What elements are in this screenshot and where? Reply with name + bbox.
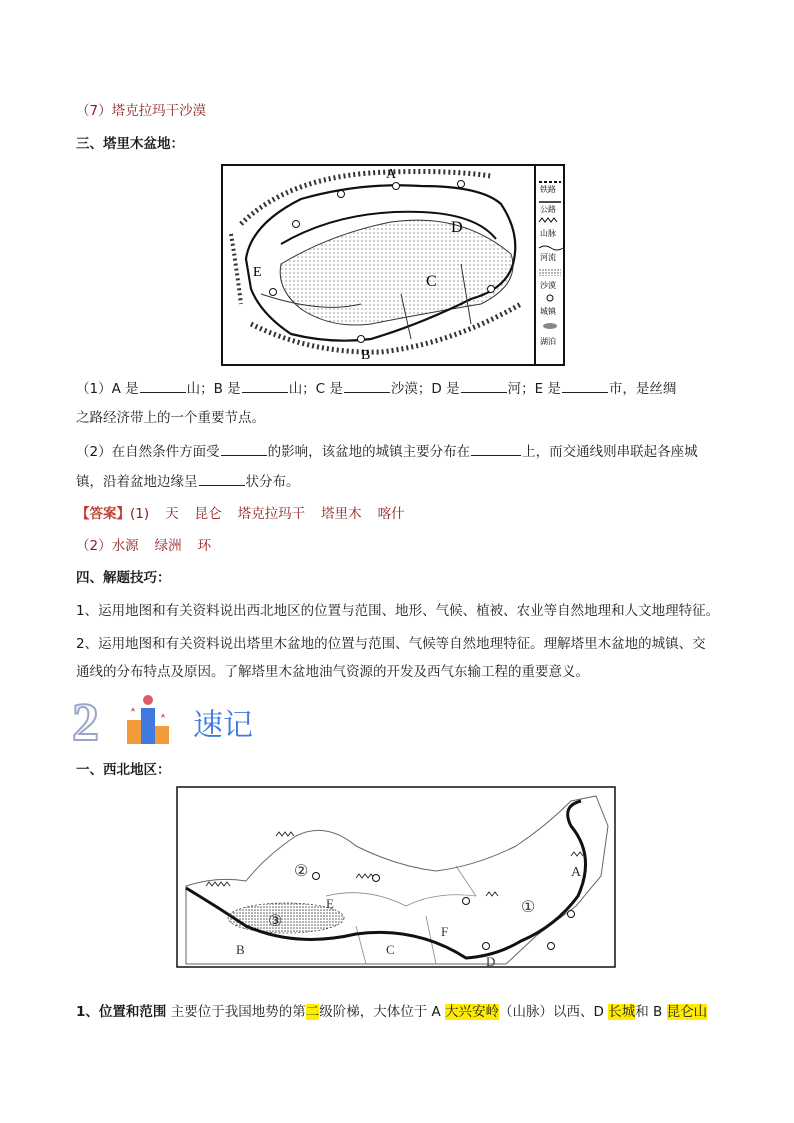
- highlight-great-wall: 长城: [608, 1004, 636, 1020]
- legend-mountain: 山脉: [540, 229, 556, 238]
- legend-desert: 沙漠: [540, 281, 556, 290]
- map2-label-b: B: [236, 942, 245, 957]
- map2-label-a: A: [571, 865, 582, 880]
- tarim-basin-map: [221, 164, 565, 366]
- question-1-line-1: （1）A 是 山；B 是 山；C 是 沙漠；D 是 河；E 是 市，是丝绸: [76, 378, 676, 399]
- tip-2-line-2: 通线的分布特点及原因。了解塔里木盆地油气资源的开发及西气东输工程的重要意义。: [76, 664, 589, 680]
- legend-town: 城镇: [540, 307, 556, 316]
- banner-title: 速记: [193, 708, 253, 743]
- map2-label-3: ③: [268, 913, 283, 930]
- map1-label-a: A: [386, 167, 397, 182]
- map1-label-c: C: [426, 273, 437, 290]
- highlight-daxinganling: 大兴安岭: [445, 1004, 500, 1020]
- legend-lake: 湖泊: [540, 337, 556, 346]
- map2-label-2: ②: [294, 863, 309, 880]
- banner-number: 2: [72, 692, 99, 748]
- map2-label-e: E: [326, 896, 334, 911]
- map2-label-d: D: [486, 954, 496, 968]
- position-range-lead: 1、位置和范围: [76, 1004, 167, 1020]
- section-northwest-title: 一、西北地区：: [76, 762, 171, 778]
- map2-label-f: F: [441, 924, 449, 939]
- map2-label-c: C: [386, 942, 395, 957]
- question-2-line-1: （2）在自然条件方面受 的影响，该盆地的城镇主要分布在 上，而交通线则串联起各座城: [76, 441, 698, 462]
- map2-label-1: ①: [521, 899, 536, 916]
- answer-tag: 【答案】: [76, 506, 130, 522]
- blank-shape[interactable]: [199, 471, 245, 486]
- legend-river: 河流: [540, 253, 556, 262]
- legend-road: 公路: [540, 205, 556, 214]
- question-2-line-2: 镇，沿着盆地边缘呈 状分布。: [76, 471, 300, 492]
- map1-label-d: D: [451, 219, 463, 236]
- position-range-line: 1、位置和范围 主要位于我国地势的第二级阶梯，大体位于 A 大兴安岭（山脉）以西、D 长城和 B 昆仑山: [76, 1004, 708, 1020]
- blank-factor[interactable]: [221, 441, 267, 456]
- tip-1: 1、运用地图和有关资料说出西北地区的位置与范围、地形、气候、植被、农业等自然地理和人文地理特征。: [76, 603, 720, 619]
- map1-label-e: E: [253, 265, 262, 280]
- question-1-line-2: 之路经济带上的一个重要节点。: [76, 410, 265, 426]
- blank-e[interactable]: [562, 378, 608, 393]
- blank-a[interactable]: [140, 378, 186, 393]
- blank-c[interactable]: [344, 378, 390, 393]
- item-7: （7）塔克拉玛干沙漠: [76, 103, 207, 119]
- blank-location[interactable]: [471, 441, 521, 456]
- legend-railway: 铁路: [540, 185, 556, 194]
- answer-line-1: 【答案】(1) 天 昆仑 塔克拉玛干 塔里木 喀什: [76, 506, 405, 522]
- highlight-kunlun: 昆仑山: [666, 1004, 708, 1020]
- northwest-map: [176, 786, 616, 968]
- section-3-title: 三、塔里木盆地：: [76, 136, 184, 152]
- tip-2-line-1: 2、运用地图和有关资料说出塔里木盆地的位置与范围、气候等自然地理特征。理解塔里木盆地的城镇、交: [76, 636, 706, 652]
- highlight-step: 二: [305, 1004, 320, 1020]
- blank-b[interactable]: [242, 378, 288, 393]
- map1-label-b: B: [361, 348, 371, 363]
- section-4-title: 四、解题技巧：: [76, 570, 171, 586]
- blank-d[interactable]: [461, 378, 507, 393]
- answer-line-2: （2）水源 绿洲 环: [76, 538, 212, 554]
